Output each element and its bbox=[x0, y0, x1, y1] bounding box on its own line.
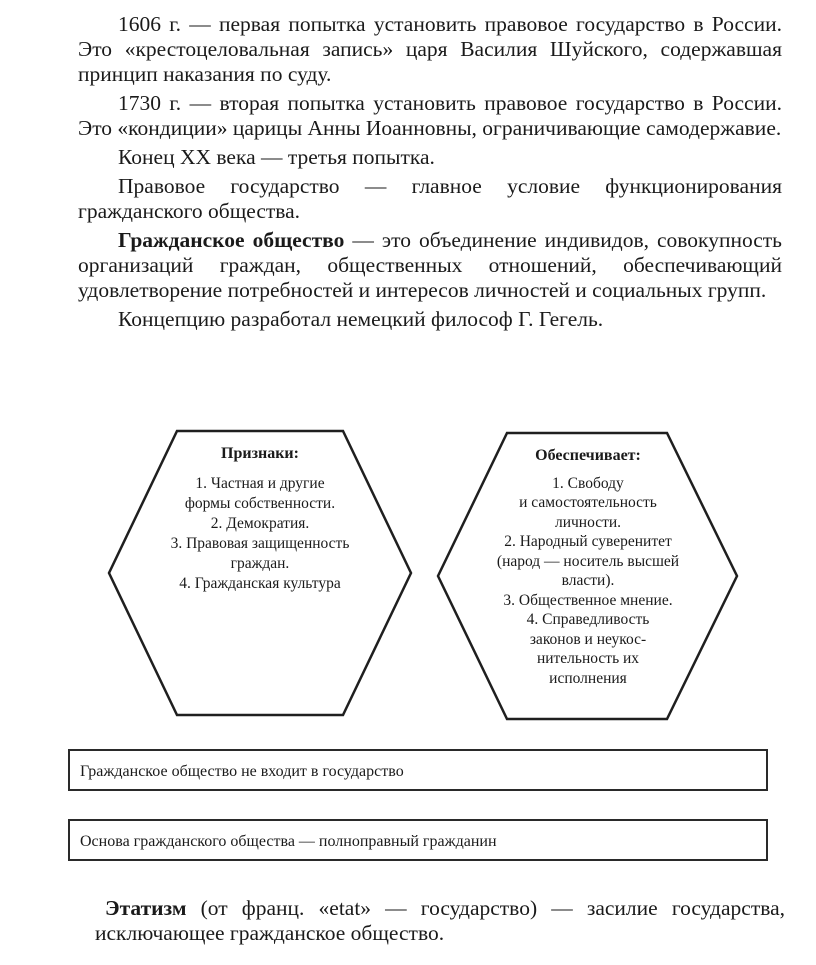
statement-box-1: Гражданское общество не входит в государство bbox=[68, 749, 768, 791]
provides-line-5: (народ — носитель высшей bbox=[496, 552, 680, 570]
civil-society-definition: — это объединение индивидов, совокупность организаций граждан, общественных отношений, обеспечивающий удовлетворение потребностей и интересов личностей и социальных групп. bbox=[78, 228, 782, 302]
provides-hexagon bbox=[435, 430, 740, 722]
features-line-5: граждан. bbox=[230, 555, 290, 572]
provides-line-11: исполнения bbox=[549, 669, 627, 687]
term-etatism: Этатизм bbox=[105, 896, 187, 920]
features-line-6: 4. Гражданская культура bbox=[179, 575, 341, 592]
provides-line-3: личности. bbox=[554, 513, 622, 531]
provides-line-2: и самостоятельность bbox=[519, 494, 657, 511]
features-line-3: 2. Демократия. bbox=[210, 515, 310, 532]
provides-line-6: власти). bbox=[561, 572, 615, 589]
provides-line-1: 1. Свободу bbox=[552, 474, 624, 492]
statement-box-2: Основа гражданского общества — полноправный гражданин bbox=[68, 819, 768, 861]
footer-text bbox=[95, 896, 785, 946]
provides-line-10: нительность их bbox=[536, 650, 640, 667]
paragraph-hegel: Концепцию разработал немецкий философ Г. Гегель. bbox=[118, 307, 604, 331]
features-line-1: 1. Частная и другие bbox=[195, 475, 325, 492]
features-line-2: формы собственности. bbox=[184, 495, 336, 512]
provides-title: Обеспечивает: bbox=[535, 447, 641, 464]
features-title: Признаки: bbox=[221, 445, 299, 462]
etatism-definition: (от франц. «etat» — государство) — засилие государства, исключающее гражданское общество. bbox=[95, 896, 785, 945]
paragraph-third-attempt: Конец XX века — третья попытка. bbox=[118, 145, 435, 169]
main-text bbox=[78, 12, 782, 332]
provides-line-4: 2. Народный суверенитет bbox=[504, 533, 672, 550]
features-hexagon bbox=[105, 428, 415, 718]
provides-line-7: 3. Общественное мнение. bbox=[503, 591, 673, 609]
paragraph-1606: 1606 г. — первая попытка установить правовое государство в России. Это «крестоцеловальная запись» царя Василия Шуйского, содержавшая принцип наказания по суду. bbox=[78, 12, 782, 86]
paragraph-1730: 1730 г. — вторая попытка установить правовое государство в России. Это «кондиции» царицы Анны Иоанновны, ограничивающие самодержавие. bbox=[78, 91, 782, 140]
paragraph-rule-of-law: Правовое государство — главное условие функционирования гражданского общества. bbox=[78, 174, 782, 223]
etatism-paragraph bbox=[95, 896, 785, 946]
term-civil-society: Гражданское общество bbox=[118, 228, 345, 252]
provides-line-8: 4. Справедливость bbox=[526, 611, 650, 628]
features-line-4: 3. Правовая защищенность bbox=[170, 535, 350, 552]
paragraph-civil-society bbox=[78, 228, 782, 303]
provides-line-9: законов и неукос- bbox=[529, 630, 647, 648]
